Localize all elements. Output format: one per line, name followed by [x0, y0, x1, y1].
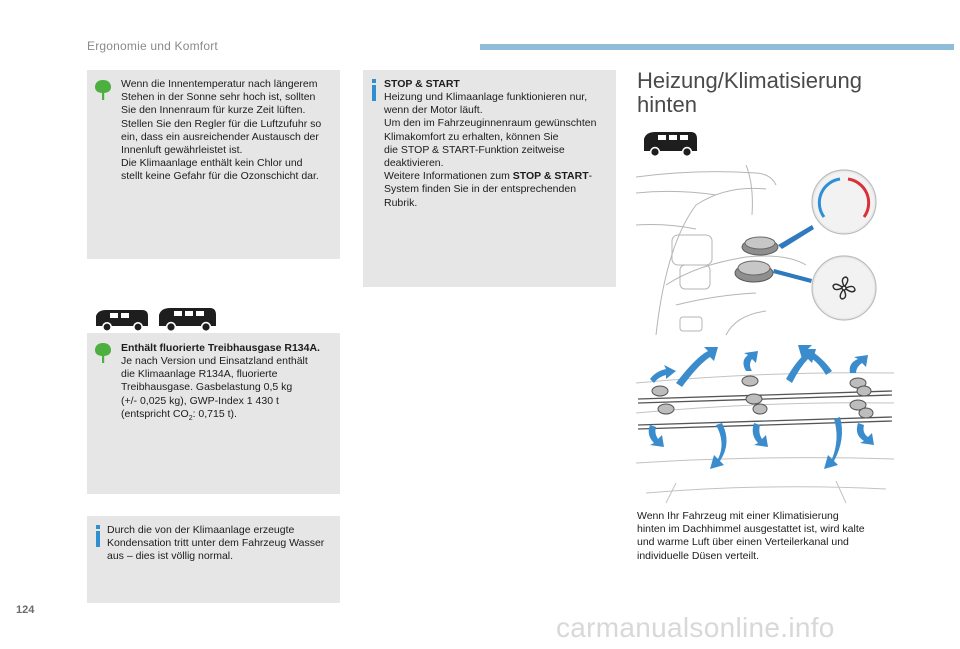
stop-start-info-box: [363, 70, 616, 287]
rear-climate-control-illustration: [636, 165, 894, 337]
section-title: Heizung/Klimatisierung hinten: [637, 68, 862, 117]
eco-tip-text: Wenn die Innentemperatur nach längerem Stehen in der Sonne sehr hoch ist, sollten Sie den Innenraum für kurze Zeit lüften. Stellen Sie den Regler für die Luftzufuhr so ein, dass ein ausreichender Austausch der Innenluft gewährleistet ist. Die Klimaanlage enthält kein Chlor und stellt keine Gefahr für die Ozonschicht dar.: [121, 78, 322, 183]
refrigerant-text-end: : 0,715 t).: [192, 407, 237, 420]
info-icon: [94, 525, 102, 547]
chapter-title: Ergonomie und Komfort: [87, 39, 218, 53]
van-icon: [641, 130, 699, 157]
chapter-accent-bar: [480, 44, 954, 50]
info-icon: [370, 79, 378, 101]
rear-airflow-illustration: [636, 343, 894, 505]
condensation-text: Durch die von der Klimaanlage erzeugte Kondensation tritt unter dem Fahrzeug Wasser aus – dies ist völlig normal.: [107, 524, 325, 563]
stop-start-text: [384, 91, 616, 210]
leaf-icon: [94, 79, 112, 101]
van-icon: [156, 306, 218, 332]
page-number: 124: [16, 604, 35, 616]
stop-start-inline-bold: STOP & START: [512, 170, 589, 183]
refrigerant-text-main: Je nach Version und Einsatzland enthält die Klimaanlage R134A, fluorierte Treibhausgase. Gasbelastung 0,5 kg (+/- 0,025 kg), GWP-Index 1 430 t (entspricht CO: [121, 355, 308, 420]
refrigerant-text: [121, 355, 337, 425]
leaf-icon: [94, 342, 112, 364]
watermark: carmanualsonline.info: [556, 612, 835, 643]
condensation-info-box: [87, 516, 340, 603]
co2-subscript: 2: [188, 414, 193, 422]
rear-climate-description: Wenn Ihr Fahrzeug mit einer Klimatisierung hinten im Dachhimmel ausgestattet ist, wird kalte und warme Luft über einen Verteilerkanal und individuelle Düsen verteilt.: [637, 510, 865, 562]
refrigerant-title: Enthält fluorierte Treibhausgase R134A.: [121, 342, 320, 354]
stop-start-title: STOP & START: [384, 78, 460, 90]
eco-tip-box: [87, 70, 340, 259]
stop-start-text-a: Heizung und Klimaanlage funktionieren nur, wenn der Motor läuft. Um den im Fahrzeuginnenraum gewünschten Klimakomfort zu erhalten, können Sie die STOP & START-Funktion zeitweise deaktivieren. Weitere Informationen zum: [384, 91, 597, 183]
van-icon: [92, 308, 150, 332]
stop-start-text-b: - System finden Sie in der entsprechenden Rubrik.: [384, 170, 593, 209]
refrigerant-info-box: [87, 333, 340, 494]
